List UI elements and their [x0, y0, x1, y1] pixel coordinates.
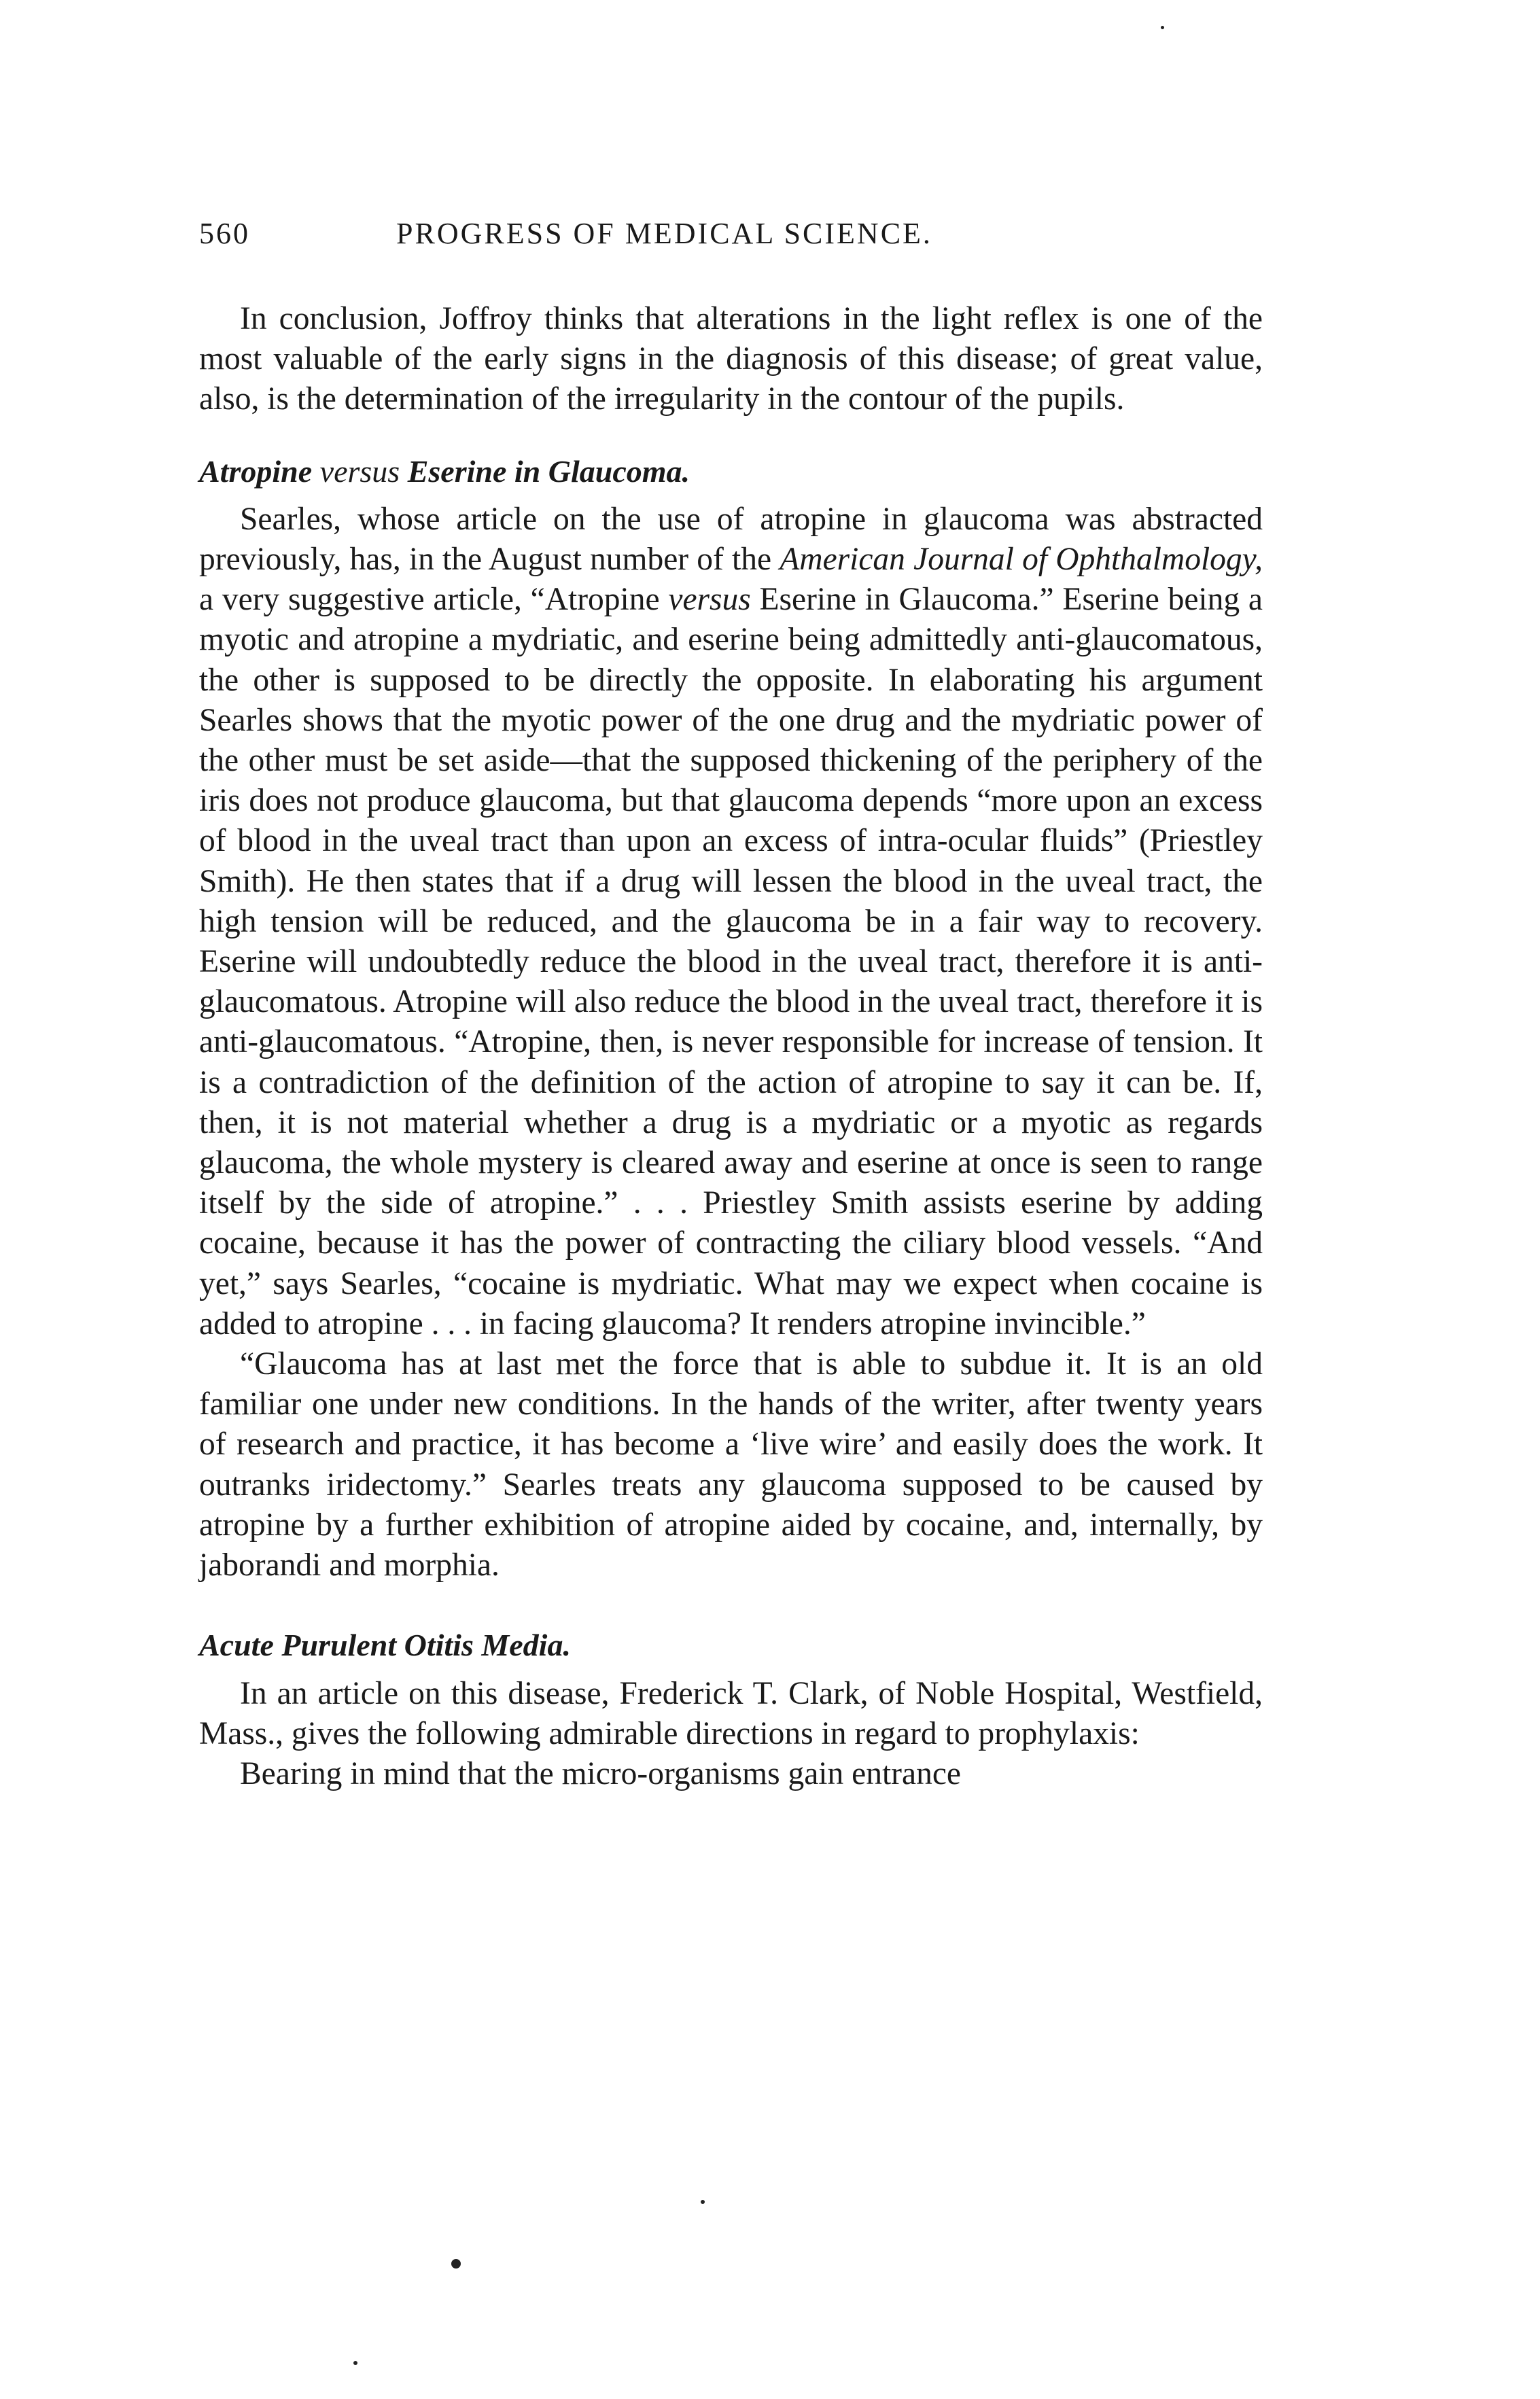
searles-text-a: Searles, whose article on the use of atropine in glaucoma was abstracted previously, has, in the August number of the — [199, 501, 1263, 578]
ink-speck — [1161, 26, 1164, 29]
glaucoma-quote-paragraph: “Glaucoma has at last met the force that is able to subdue it. It is an old familiar one under new conditions. In the hands of the writer, after twenty years of research and practice, it has become a ‘live wire’ and easily does the work. It outranks iridectomy.” Searles treats any glaucoma supposed to be caused by atropine by a further exhibition of atropine aided by cocaine, and, internally, by jaborandi and morphia. — [199, 1346, 1263, 1583]
running-head — [199, 216, 1259, 257]
ink-speck — [353, 2361, 357, 2365]
searles-paragraph — [199, 500, 1263, 1344]
ink-dot — [451, 2259, 461, 2269]
journal-title: American Journal of Ophthalmology, — [780, 542, 1263, 578]
clark-paragraph: In an article on this disease, Frederick T. Clark, of Noble Hospital, Westfield, Mass., gives the following admirable directions in regard to prophylaxis: — [199, 1675, 1263, 1751]
body-text — [199, 299, 1263, 1794]
page-number: 560 — [199, 217, 250, 250]
section-heading-otitis-media: Acute Purulent Otitis Media. — [199, 1628, 571, 1663]
section-heading-atropine-eserine — [199, 451, 1263, 491]
running-title: PROGRESS OF MEDICAL SCIENCE. — [396, 217, 932, 250]
ink-speck — [701, 2200, 705, 2204]
heading-versus: versus — [319, 453, 400, 489]
conclusion-paragraph: In conclusion, Joffroy thinks that alterations in the light reflex is one of the most valuable of the early signs in the diagnosis of this disease; of great value, also, is the determination of the irregularity in the contour of the pupils. — [199, 301, 1263, 417]
heading-text-start: Atropine — [199, 453, 320, 489]
prophylaxis-paragraph: Bearing in mind that the micro-organisms gain entrance — [240, 1755, 961, 1791]
versus-word: versus — [668, 582, 751, 618]
searles-text-c: Eserine in Glaucoma.” Eserine being a myotic and atropine a mydriatic, and eserine being admittedly anti-glaucomatous, the other is supposed to be directly the opposite. In elaborating his argument Searles shows that the myotic power of the one drug and the mydriatic power of the other must be set aside—that the supposed thickening of the periphery of the iris does not produce glaucoma, but that glaucoma depends “more upon an excess of blood in the uveal tract than upon an excess of intra-ocular fluids” (Priestley Smith). He then states that if a drug will lessen the blood in the uveal tract, the high tension will be reduced, and the glaucoma be in a fair way to recovery. Eserine will undoubtedly reduce the blood in the uveal tract, therefore it is anti-glaucomatous. Atropine will also reduce the blood in the uveal tract, therefore it is anti-glaucomatous. “Atropine, then, is never responsible for increase of tension. It is a contradiction of the definition of the action of atropine to say it can be. If, then, it is not material whether a drug is a mydriatic or a myotic as regards glaucoma, the whole mystery is cleared away and eserine at once is seen to range itself by the side of atropine.” . . . Priestley Smith assists eserine by adding cocaine, because it has the power of contracting the ciliary blood vessels. “And yet,” says Searles, “cocaine is mydriatic. What may we expect when cocaine is added to atropine . . . in facing glaucoma? It renders atropine invincible.” — [199, 582, 1263, 1342]
heading-text-end: Eserine in Glaucoma. — [400, 453, 690, 489]
searles-text-b: a very suggestive article, “Atropine — [199, 582, 669, 618]
